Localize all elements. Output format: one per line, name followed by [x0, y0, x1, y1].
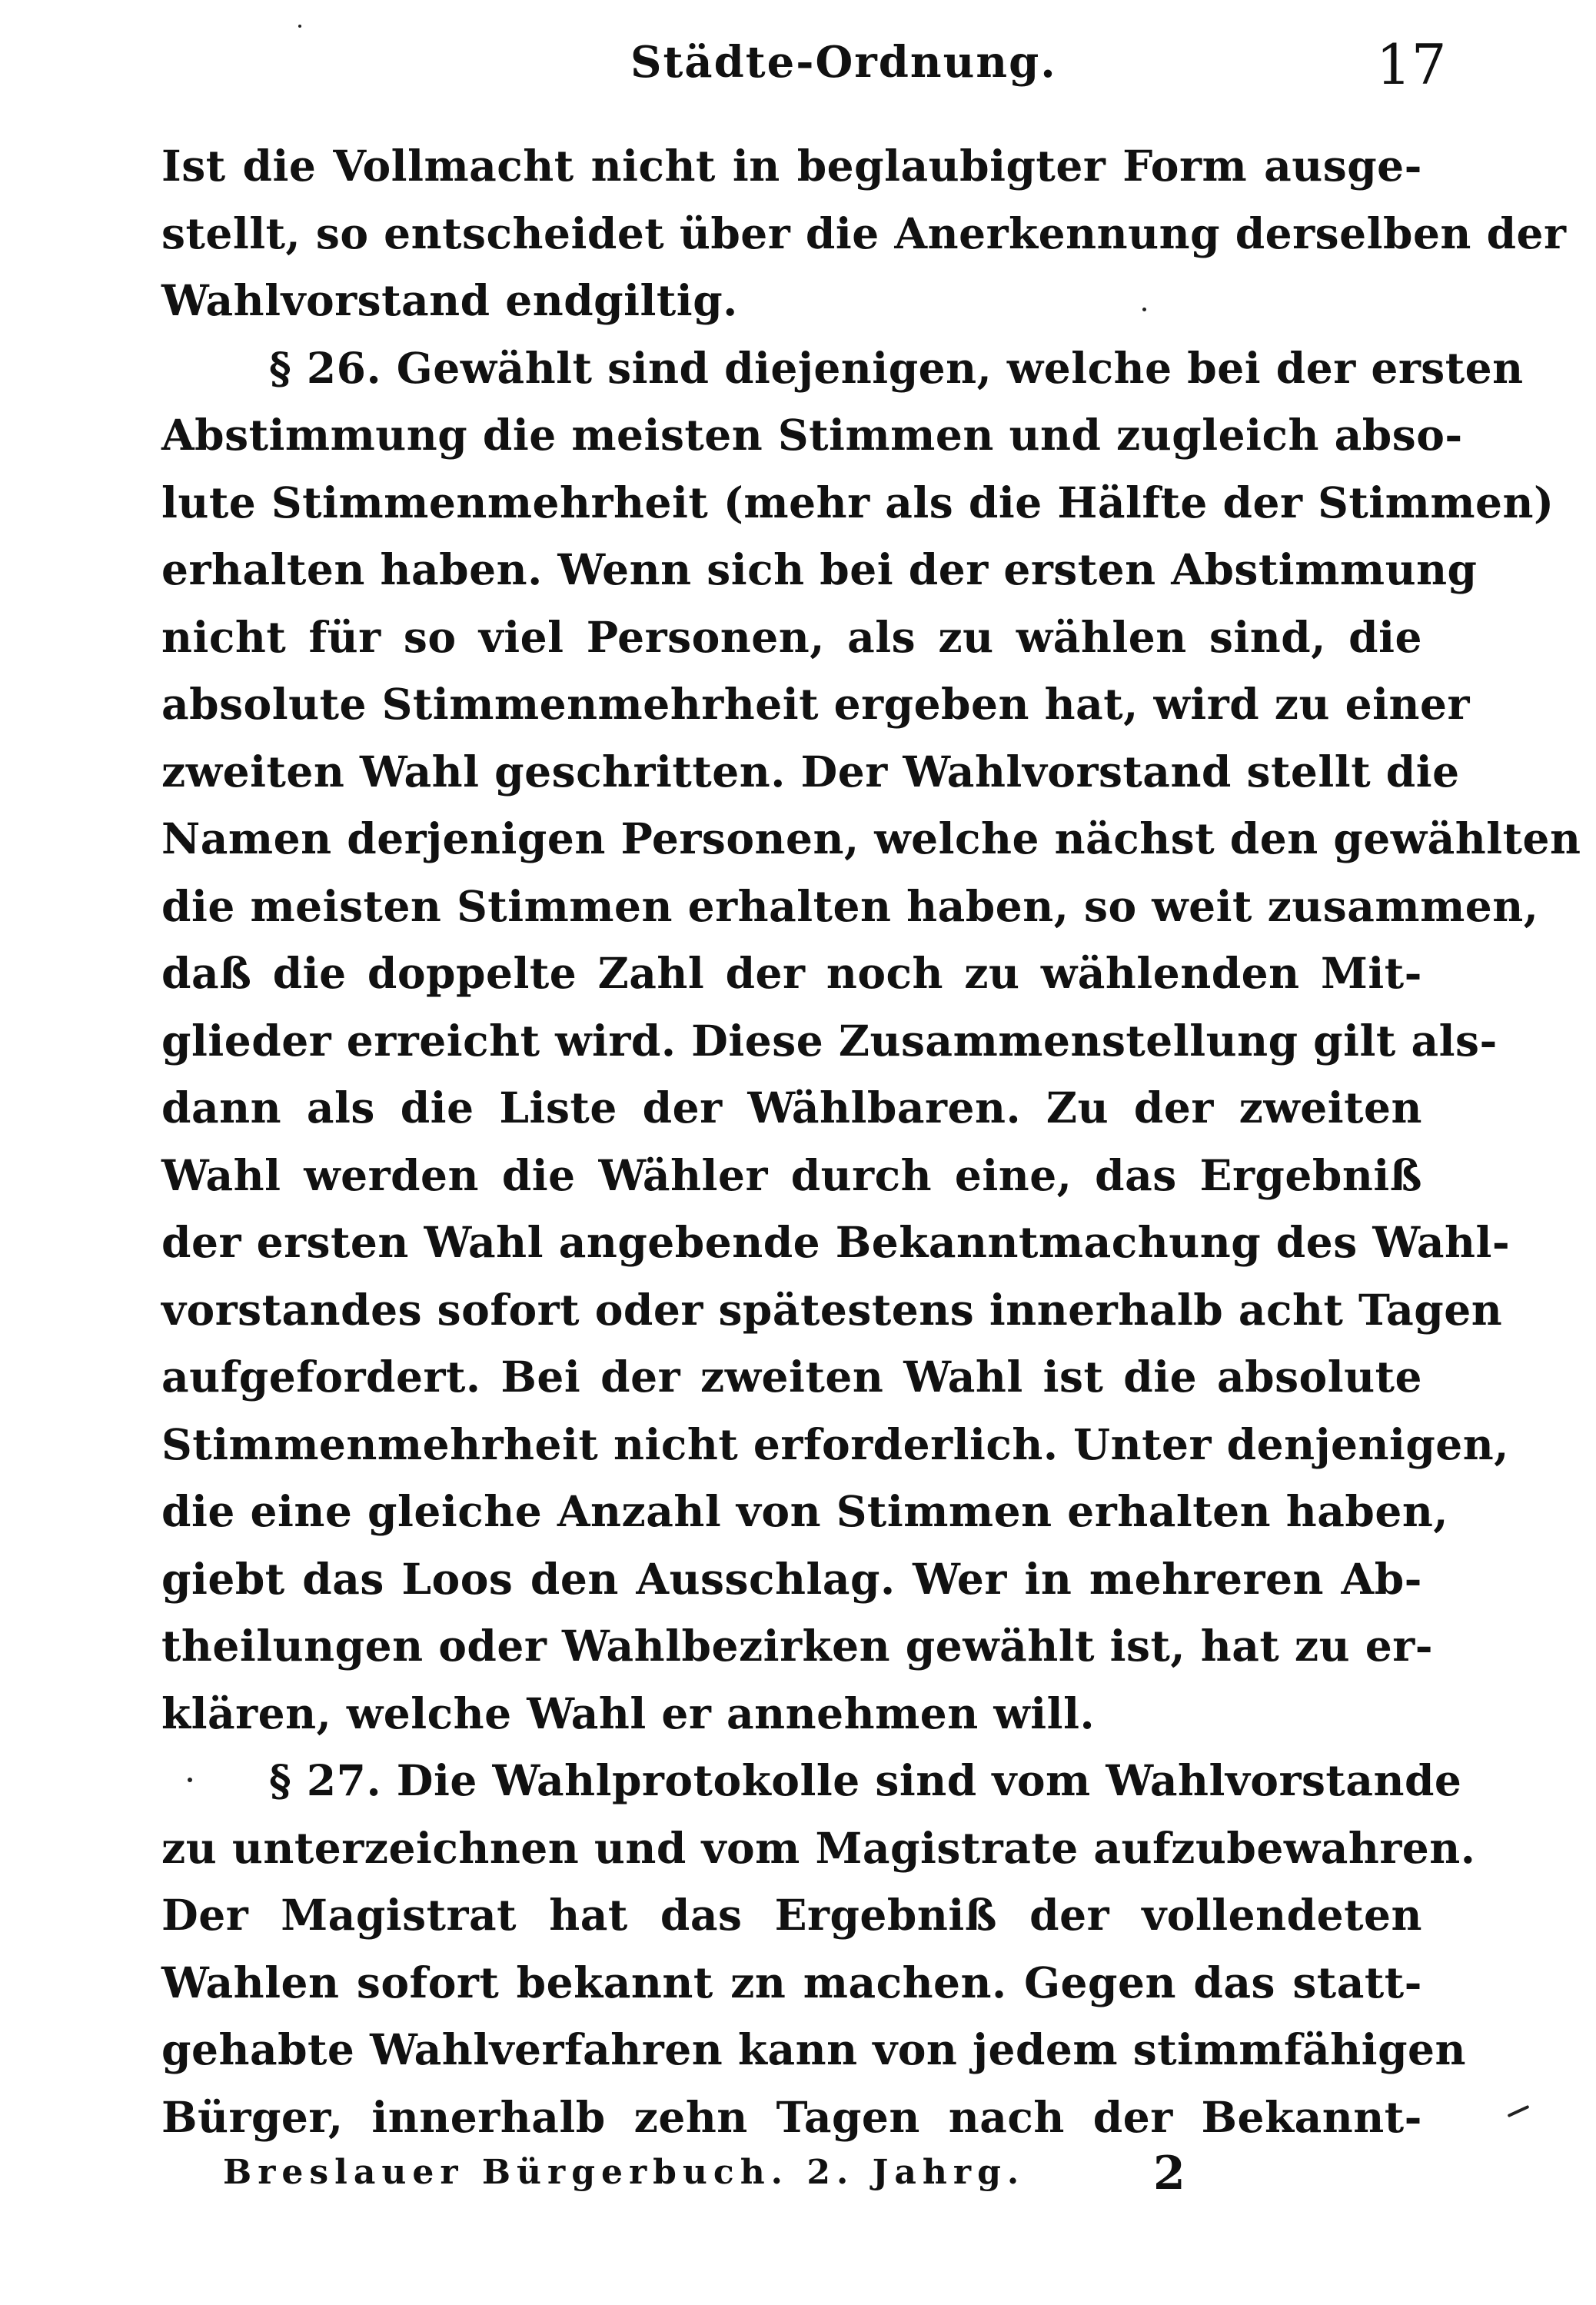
- text-line: zweiten Wahl geschritten. Der Wahlvorstand stellt die: [161, 746, 1460, 797]
- text-line: lute Stimmenmehrheit (mehr als die Hälfte der Stimmen): [161, 477, 1554, 527]
- body-text: [161, 132, 1581, 2150]
- text-line: klären, welche Wahl er annehmen will.: [161, 1688, 1096, 1738]
- text-line: zu unterzeichnen und vom Magistrate aufzubewahren.: [161, 1822, 1476, 1873]
- print-speck: [1508, 2105, 1530, 2117]
- page-number: 17: [1376, 32, 1447, 97]
- text-line: der ersten Wahl angebende Bekanntmachung des Wahl-: [161, 1217, 1511, 1267]
- text-line: aufgefordert. Bei der zweiten Wahl ist die absolute: [161, 1352, 1422, 1402]
- text-line: dann als die Liste der Wählbaren. Zu der zweiten: [161, 1083, 1422, 1133]
- sheet-number: 2: [1153, 2147, 1185, 2200]
- text-line: die eine gleiche Anzahl von Stimmen erhalten haben,: [161, 1486, 1448, 1536]
- text-line: Stimmenmehrheit nicht erforderlich. Unter denjenigen,: [161, 1419, 1509, 1469]
- text-line: vorstandes sofort oder spätestens innerhalb acht Tagen: [161, 1284, 1503, 1335]
- text-line: stellt, so entscheidet über die Anerkennung derselben der: [161, 208, 1567, 258]
- text-line: erhalten haben. Wenn sich bei der ersten Abstimmung: [161, 544, 1478, 594]
- paragraph-26-start: § 26. Gewählt sind diejenigen, welche bei der ersten: [269, 342, 1524, 393]
- text-line: Der Magistrat hat das Ergebniß der vollendeten: [161, 1890, 1422, 1940]
- text-line: theilungen oder Wahlbezirken gewählt ist, hat zu er-: [161, 1621, 1434, 1671]
- text-line: glieder erreicht wird. Diese Zusammenstellung gilt als-: [161, 1015, 1498, 1066]
- text-line: giebt das Loos den Ausschlag. Wer in mehreren Ab-: [161, 1553, 1422, 1604]
- text-line: Namen derjenigen Personen, welche nächst den gewählten: [161, 813, 1581, 863]
- text-line: absolute Stimmenmehrheit ergeben hat, wird zu einer: [161, 679, 1471, 729]
- paragraph-27-start: § 27. Die Wahlprotokolle sind vom Wahlvorstande: [269, 1755, 1462, 1805]
- print-speck: [298, 25, 301, 28]
- text-line: Wahlen sofort bekannt zn machen. Gegen das statt-: [161, 1957, 1422, 2007]
- print-speck: [188, 1778, 192, 1782]
- text-line: die meisten Stimmen erhalten haben, so weit zusammen,: [161, 880, 1539, 931]
- text-line: Abstimmung die meisten Stimmen und zugleich abso-: [161, 410, 1463, 460]
- text-line: nicht für so viel Personen, als zu wählen sind, die: [161, 611, 1422, 662]
- text-line: gehabte Wahlverfahren kann von jedem stimmfähigen: [161, 2024, 1467, 2074]
- print-speck: [1142, 308, 1146, 311]
- signature-line: Breslauer Bürgerbuch. 2. Jahrg.: [223, 2153, 1026, 2192]
- text-line: Bürger, innerhalb zehn Tagen nach der Bekannt-: [161, 2091, 1422, 2142]
- text-line: Ist die Vollmacht nicht in beglaubigter Form ausge-: [161, 141, 1422, 191]
- text-line: daß die doppelte Zahl der noch zu wählenden Mit-: [161, 948, 1422, 998]
- text-line: Wahl werden die Wähler durch eine, das Ergebniß: [161, 1149, 1422, 1200]
- text-line: Wahlvorstand endgiltig.: [161, 275, 738, 325]
- running-title: Städte-Ordnung.: [630, 37, 1057, 88]
